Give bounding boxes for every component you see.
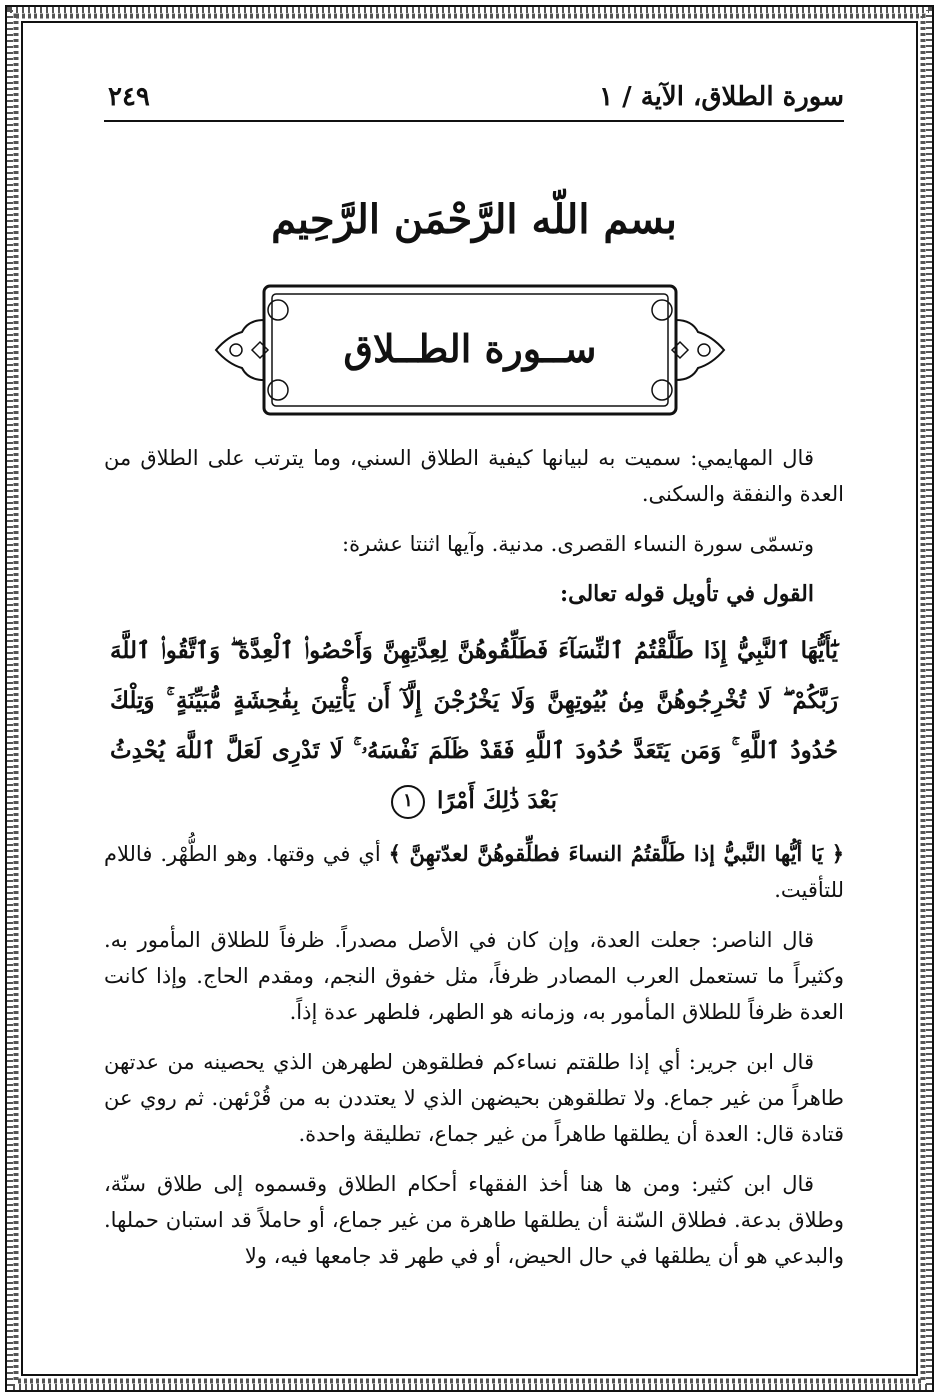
basmala: بسم اللّه الرَّحْمَن الرَّحِيم	[271, 196, 677, 243]
paragraph-naming: وتسمّى سورة النساء القصرى. مدنية. وآيها اثنتا عشرة:	[342, 532, 814, 556]
running-header	[104, 76, 844, 122]
running-title: سورة الطلاق، الآية / ١	[599, 82, 844, 112]
section-heading: القول في تأويل قوله تعالى:	[560, 581, 814, 607]
paragraph-ibn-jarir: قال ابن جرير: أي إذا طلقتم نساءكم فطلقوهن لطهرهن الذي يحصينه من عدتهن طاهراً من غير جماع. ولا تطلقوهن بحيضهن الذي لا يعتددن به من قُرْئهن. ثم روي عن قتادة قال: العدة أن يطلقها طاهراً من غير جماع، تطليقة واحدة.	[104, 1050, 844, 1146]
paragraph-nasir: قال الناصر: جعلت العدة، وإن كان في الأصل مصدراً. ظرفاً للطلاق المأمور به. وكثيراً ما تستعمل العرب المصادر ظرفاً، مثل خفوق النجم، ومقدم الحاج. وإذا كانت العدة ظرفاً للطلاق المأمور به، وزمانه هو الطهر، فلطهر عدة إذاً.	[104, 928, 844, 1024]
paragraph-ibn-kathir: قال ابن كثير: ومن ها هنا أخذ الفقهاء أحكام الطلاق وقسموه إلى طلاق سنّة، وطلاق بدعة. فطلاق السّنة أن يطلقها طاهرة من غير جماع، أو حاملاً قد استبان حملها. والبدعي هو أن يطلقها في حال الحيض، أو في طهر قد جامعها فيه، ولا	[104, 1172, 844, 1268]
paragraph-commentary	[104, 836, 844, 908]
page-number: ٢٤٩	[108, 82, 150, 112]
quoted-verse: ﴿ يَا أيُّها النَّبيُّ إذا طَلَّقتُمُ النساءَ فطلِّقوهُنَّ لعدّتهِنَّ ﴾	[388, 841, 844, 866]
main-text	[104, 440, 844, 1288]
surah-title: ســورة الطــلاق	[343, 326, 597, 371]
quran-verse	[104, 626, 844, 826]
verse-text: يَٰٓأَيُّهَا ٱلنَّبِيُّ إِذَا طَلَّقْتُمُ ٱلنِّسَآءَ فَطَلِّقُوهُنَّ لِعِدَّتِهِنَّ وَأَحْصُوا۟ ٱلْعِدَّةَ ۖ وَٱتَّقُوا۟ ٱللَّهَ رَبَّكُمْ ۖ لَا تُخْرِجُوهُنَّ مِنۢ بُيُوتِهِنَّ وَلَا يَخْرُجْنَ إِلَّآ أَن يَأْتِينَ بِفَٰحِشَةٍ مُّبَيِّنَةٍ ۚ وَتِلْكَ حُدُودُ ٱللَّهِ ۚ وَمَن يَتَعَدَّ حُدُودَ ٱللَّهِ فَقَدْ ظَلَمَ نَفْسَهُۥ ۚ لَا تَدْرِى لَعَلَّ ٱللَّهَ يُحْدِثُ بَعْدَ ذَٰلِكَ أَمْرًا	[110, 637, 838, 814]
surah-title-frame	[208, 280, 732, 420]
paragraph-mahaimi: قال المهايمي: سميت به لبيانها كيفية الطلاق السني، وما يترتب على الطلاق من العدة والنفقة والسكنى.	[104, 446, 844, 506]
commentary-text: أي في وقتها. وهو الطُّهْر. فاللام للتأقيت.	[104, 842, 844, 902]
verse-number-marker: ١	[391, 785, 425, 819]
